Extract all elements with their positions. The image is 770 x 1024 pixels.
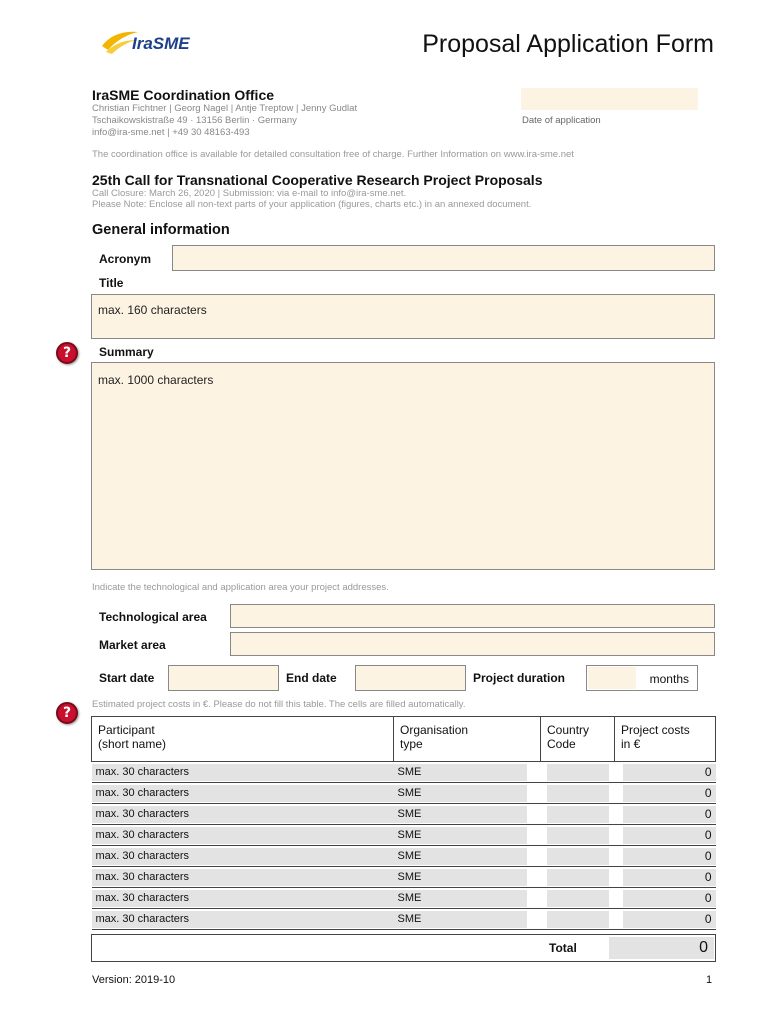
table-row — [92, 909, 716, 930]
version-label: Version: 2019-10 — [92, 974, 176, 986]
title-field[interactable] — [91, 294, 715, 339]
costs-header-row — [92, 717, 716, 762]
participant-cell[interactable]: max. 30 characters — [92, 806, 394, 823]
call-closure: Call Closure: March 26, 2020 | Submission: via e-mail to info@ira-sme.net. — [92, 188, 407, 199]
duration-field[interactable] — [586, 665, 698, 691]
summary-label: Summary — [99, 345, 154, 359]
cost-cell: 0 — [623, 869, 716, 886]
call-title: 25th Call for Transnational Cooperative Research Project Proposals — [92, 172, 543, 188]
office-address: Tschaikowskistraße 49 · 13156 Berlin · Germany — [92, 115, 297, 126]
consultation-note: The coordination office is available for detailed consultation free of charge. Further Information on www.ira-sme.net — [92, 149, 574, 160]
table-row — [92, 804, 716, 825]
acronym-field[interactable] — [172, 245, 715, 271]
total-label: Total — [549, 941, 577, 955]
total-row — [91, 934, 716, 962]
costs-note: Estimated project costs in €. Please do not fill this table. The cells are filled automatically. — [92, 699, 466, 710]
org-type-cell[interactable]: SME — [394, 827, 527, 844]
cost-cell: 0 — [623, 827, 716, 844]
help-question-icon[interactable]: ? — [56, 342, 78, 364]
logo-text: IraSME — [132, 34, 190, 53]
cost-cell: 0 — [623, 764, 716, 781]
start-date-label: Start date — [99, 671, 155, 685]
office-people: Christian Fichtner | Georg Nagel | Antje Treptow | Jenny Gudlat — [92, 103, 358, 114]
summary-field[interactable] — [91, 362, 715, 570]
area-note: Indicate the technological and application area your project addresses. — [92, 582, 389, 593]
country-cell[interactable] — [547, 785, 609, 802]
costs-table — [91, 716, 716, 930]
org-type-cell[interactable]: SME — [394, 764, 527, 781]
end-date-label: End date — [286, 671, 337, 685]
call-note: Please Note: Enclose all non-text parts of your application (figures, charts etc.) in an annexed document. — [92, 199, 532, 210]
table-row — [92, 867, 716, 888]
country-cell[interactable] — [547, 764, 609, 781]
market-area-field[interactable] — [230, 632, 715, 656]
participant-cell[interactable]: max. 30 characters — [92, 848, 394, 865]
title-placeholder: max. 160 characters — [98, 303, 207, 317]
office-title: IraSME Coordination Office — [92, 87, 275, 103]
country-cell[interactable] — [547, 827, 609, 844]
form-title: Proposal Application Form — [422, 30, 714, 58]
tech-area-field[interactable] — [230, 604, 715, 628]
country-cell[interactable] — [547, 890, 609, 907]
cost-cell: 0 — [623, 806, 716, 823]
market-area-label: Market area — [99, 638, 166, 652]
table-row — [92, 846, 716, 867]
office-contact: info@ira-sme.net | +49 30 48163-493 — [92, 127, 250, 138]
table-row — [92, 783, 716, 804]
org-type-header: Organisation type — [394, 717, 541, 762]
org-type-cell[interactable]: SME — [394, 848, 527, 865]
title-label: Title — [99, 276, 124, 290]
table-row — [92, 888, 716, 909]
org-type-cell[interactable]: SME — [394, 890, 527, 907]
tech-area-label: Technological area — [99, 610, 207, 624]
date-of-application-field[interactable] — [521, 88, 698, 110]
participant-header: Participant (short name) — [92, 717, 394, 762]
country-cell[interactable] — [547, 911, 609, 928]
participant-cell[interactable]: max. 30 characters — [92, 869, 394, 886]
country-cell[interactable] — [547, 869, 609, 886]
org-type-cell[interactable]: SME — [394, 869, 527, 886]
cost-cell: 0 — [623, 785, 716, 802]
end-date-field[interactable] — [355, 665, 466, 691]
general-heading: General information — [92, 222, 230, 238]
irasme-logo — [100, 24, 210, 60]
country-header: Country Code — [541, 717, 615, 762]
summary-placeholder: max. 1000 characters — [98, 373, 214, 387]
cost-header: Project costs in € — [615, 717, 716, 762]
cost-cell: 0 — [623, 848, 716, 865]
participant-cell[interactable]: max. 30 characters — [92, 785, 394, 802]
participant-cell[interactable]: max. 30 characters — [92, 911, 394, 928]
org-type-cell[interactable]: SME — [394, 785, 527, 802]
participant-cell[interactable]: max. 30 characters — [92, 764, 394, 781]
months-label: months — [649, 672, 689, 686]
cost-cell: 0 — [623, 911, 716, 928]
participant-cell[interactable]: max. 30 characters — [92, 827, 394, 844]
participant-cell[interactable]: max. 30 characters — [92, 890, 394, 907]
country-cell[interactable] — [547, 806, 609, 823]
page-number: 1 — [706, 974, 713, 986]
country-cell[interactable] — [547, 848, 609, 865]
org-type-cell[interactable]: SME — [394, 911, 527, 928]
start-date-field[interactable] — [168, 665, 279, 691]
cost-cell: 0 — [623, 890, 716, 907]
org-type-cell[interactable]: SME — [394, 806, 527, 823]
total-value: 0 — [609, 937, 714, 959]
date-of-application-label: Date of application — [522, 115, 601, 126]
duration-input[interactable] — [588, 667, 636, 689]
help-question-icon[interactable]: ? — [56, 702, 78, 724]
table-row — [92, 762, 716, 783]
duration-label: Project duration — [473, 671, 566, 685]
table-row — [92, 825, 716, 846]
acronym-label: Acronym — [99, 252, 152, 266]
